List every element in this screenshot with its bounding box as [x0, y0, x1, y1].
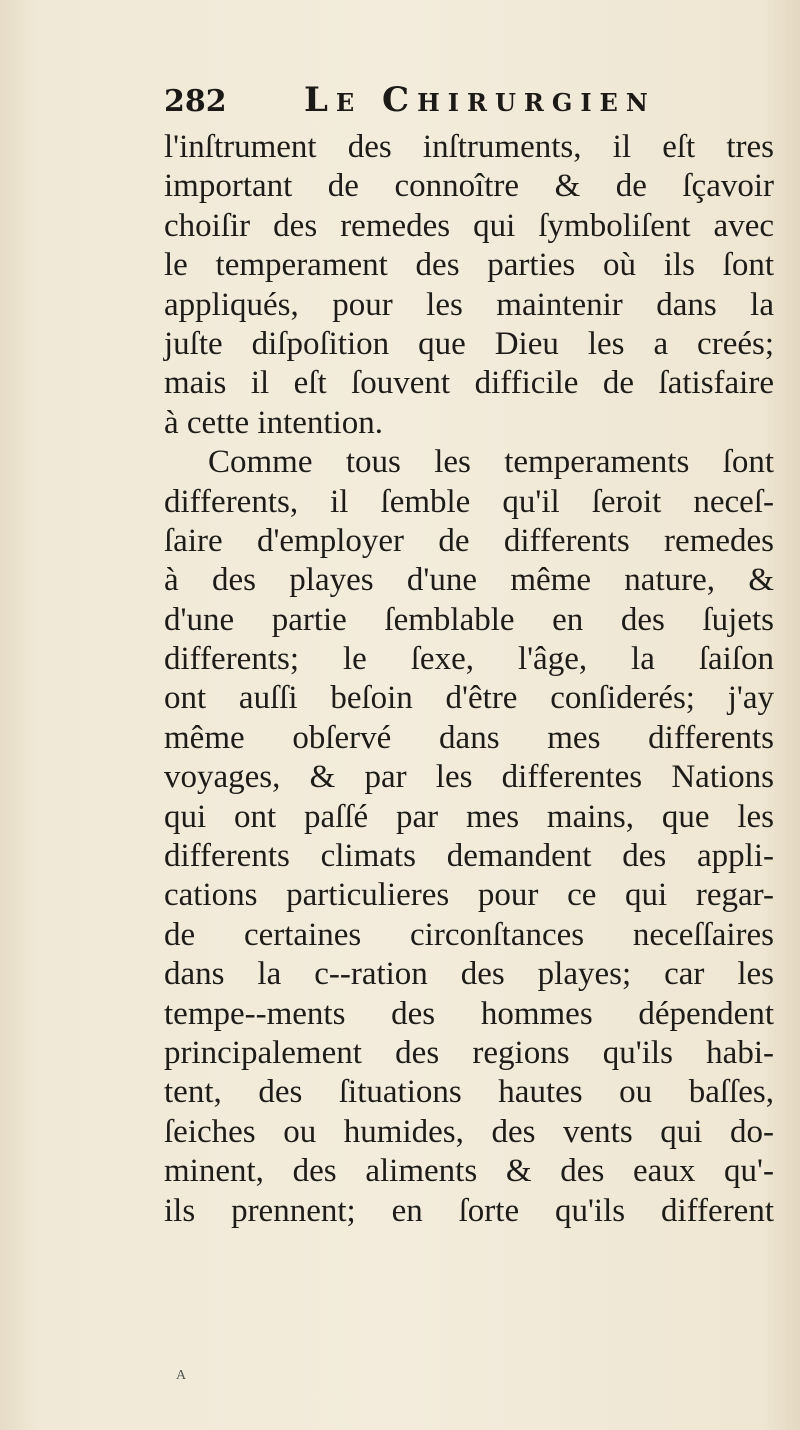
text-line: voyages, & par les differentes Nations [164, 759, 774, 796]
text-line: dans la c--ration des playes; car les [164, 956, 774, 993]
text-line: differents climats demandent des appli- [164, 838, 774, 875]
text-line: differents; le ſexe, l'âge, la ſaiſon [164, 641, 774, 678]
text-line: tempe--ments des hommes dépendent [164, 995, 774, 1032]
text-line: differents, il ſemble qu'il ſeroit neceſ- [164, 483, 774, 520]
text-line: important de connoître & de ſçavoir [164, 168, 774, 205]
text-line: tent, des ſituations hautes ou baſſes, [164, 1074, 774, 1111]
text-line: minent, des aliments & des eaux qu'- [164, 1153, 774, 1190]
page-header [164, 80, 784, 130]
body-text [164, 128, 774, 1231]
text-line: l'inſtrument des inſtruments, il eſt tres [164, 129, 774, 165]
text-line: ſaire d'employer de differents remedes [164, 522, 774, 559]
text-line: le temperament des parties où ils ſont [164, 247, 774, 284]
text-line: principalement des regions qu'ils habi- [164, 1034, 774, 1071]
text-line: mais il eſt ſouvent difficile de ſatisfaire [164, 365, 774, 402]
text-line: ſeiches ou humides, des vents qui do- [164, 1113, 774, 1150]
text-line: cations particulieres pour ce qui regar- [164, 877, 774, 914]
running-head: Le Chirurgien [304, 80, 656, 120]
text-line: ils prennent; en ſorte qu'ils different [164, 1192, 774, 1229]
page-number: 282 [164, 84, 227, 119]
text-line: à cette intention. [164, 404, 383, 441]
text-line: juſte diſpoſition que Dieu les a creés; [164, 325, 774, 362]
text-line: de certaines circonſtances neceſſaires [164, 916, 774, 953]
signature-mark: A [176, 1368, 187, 1383]
text-line: ont auſſi beſoin d'être conſiderés; j'ay [164, 680, 774, 717]
text-line: à des playes d'une même nature, & [164, 562, 774, 599]
text-line: d'une partie ſemblable en des ſujets [164, 601, 774, 638]
text-line: Comme tous les temperaments ſont [208, 444, 774, 481]
text-line: choiſir des remedes qui ſymboliſent avec [164, 207, 774, 244]
text-line: qui ont paſſé par mes mains, que les [164, 798, 774, 835]
text-line: même obſervé dans mes differents [164, 719, 774, 756]
text-line: appliqués, pour les maintenir dans la [164, 286, 774, 323]
